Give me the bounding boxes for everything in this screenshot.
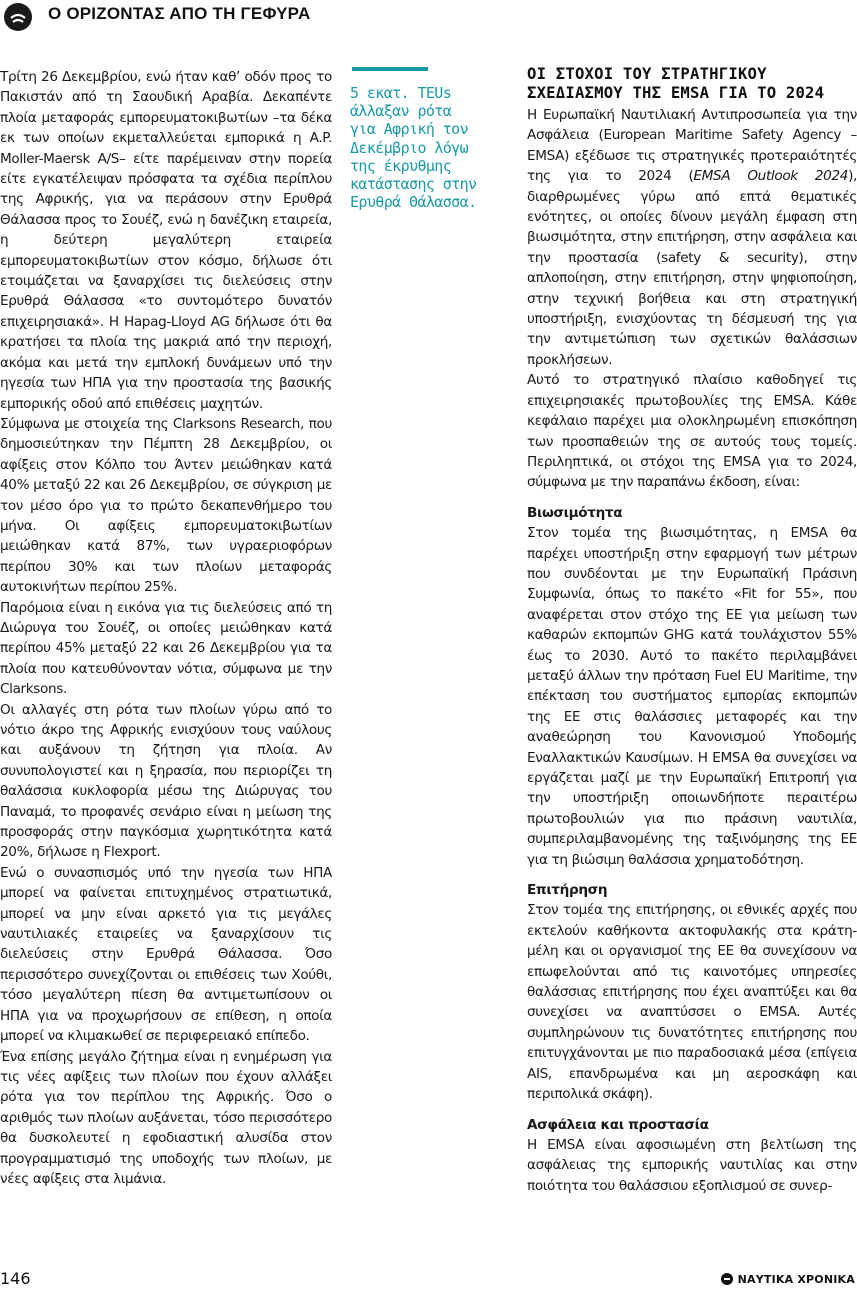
page-number: 146 [0,1269,31,1288]
paragraph: Στον τομέα της βιωσιμότητας, η EMSA θα παρέχει υποστήριξη στην εφαρμογή των μέτρων που συνδέονται με την Ευρωπαϊκή Πράσινη Συμφωνία, όπως το πακέτο «Fit for 55», που αναφέρεται στον στόχο της ΕΕ για μείωση των καθαρών εκπομπών GHG κατά τουλάχιστον 55% έως το 2030. Αυτό το πακέτο περιλαμβάνει μεταξύ άλλων την πρόταση Fuel EU Maritime, την επέκταση του συστήματος εμπορίας εκπομπών της ΕΕ στις θαλάσσιες μεταφορές και την αναθεώρηση του Κανονισμού Υποδομής Εναλλακτικών Καυσίμων. Η EMSA θα συνεχίσει να εργάζεται μαζί με την Ευρωπαϊκή Επιτροπή για την υποστήριξη οποιωνδήποτε περαιτέρω πρωτοβουλιών για πιο πράσινη ναυτιλία, συμπεριλαμβανομένης της ταξινόμησης της ΕΕ για τη βιώσιμη θαλάσσια χρηματοδότηση. [527,525,857,868]
left-column [0,67,332,1189]
paragraph: Η EMSA είναι αφοσιωμένη στη βελτίωση της ασφάλειας της εμπορικής ναυτιλίας και στην ποιότητα του θαλάσσιου εξοπλισμού σε συνερ- [527,1136,857,1194]
pullquote [350,84,508,211]
pullquote-line: άλλαξαν ρότα [350,102,452,121]
paragraph: Ένα επίσης μεγάλο ζήτημα είναι η ενημέρωση για τις νέες αφίξεις των πλοίων που έχουν αλλάξει ρότα για τον περίπλου της Αφρικής. Όσο ο αριθμός των πλοίων αυξάνεται, τόσο περισσότερο θα δυσκολευτεί η εφοδιαστική αλυσίδα στον προγραμματισμό της υποδοχής των πλοίων, με νέες αφίξεις στα λιμάνια. [0,1048,332,1187]
pullquote-line: για Αφρική τον [350,120,469,139]
paragraph: Οι αλλαγές στη ρότα των πλοίων γύρω από το νότιο άκρο της Αφρικής ενισχύουν τους ναύλους και αυξάνουν τη ζήτηση για πλοία. Αν συνυπολογιστεί και η ξηρασία, που περιορίζει τη θαλάσσια κυκλοφορία μέσω της Διώρυγας του Παναμά, το προφανές σενάριο είναι η μείωση της προσφοράς στην παγκόσμια χωρητικότητα κατά 20%, δήλωσε η Flexport. [0,701,332,861]
paragraph: Ενώ ο συνασπισμός υπό την ηγεσία των ΗΠΑ μπορεί να φαίνεται επιτυχημένος στρατιωτικά, μπορεί να μην είναι αρκετό για τις μεγάλες ναυτιλιακές εταιρείες να ξαναρχίσουν τις διελεύσεις στην Ερυθρά Θάλασσα. Όσο περισσότερο συνεχίζονται οι επιθέσεις των Χούθι, τόσο μεγαλύτερη πίεση θα αντιμετωπίσουν οι ΗΠΑ για να προχωρήσουν σε επίθεση, η οποία μπορεί να κλιμακωθεί σε περιφερειακό επίπεδο. [0,864,332,1045]
pullquote-line: 5 εκατ. TEUs [350,84,452,102]
section-title [527,65,857,103]
pullquote-accent-line [352,67,428,71]
pullquote-line: κατάστασης στην [350,175,477,194]
pullquote-line: Ερυθρά Θάλασσα. [350,193,477,212]
right-column [527,105,857,1196]
paragraph: Τρίτη 26 Δεκεμβρίου, ενώ ήταν καθ’ οδόν προς το Πακιστάν από τη Σαουδική Αραβία. Δεκαπέντε πλοία μεταφοράς εμπορευματοκιβωτίων –τα δέκα εκ των οποίων εκμεταλλεύεται εμπορικά η A.P. Moller-Maersk A/S– είτε παρέμειναν στην πορεία είτε εγκατέλειψαν πρόσφατα τα σχέδια περίπλου της Αφρικής, για να περάσουν στην Ερυθρά Θάλασσα προς το Σουέζ, ενώ η δανέζικη εταιρεία, η δεύτερη μεγαλύτερη εταιρεία εμπορευματοκιβωτίων στον κόσμο, δήλωσε ότι ετοιμάζεται να ξαναρχίσει τις διελεύσεις στην Ερυθρά Θάλασσα «το συντομότερο δυνατόν επιχειρησιακά». Η Hapag-Lloyd AG δήλωσε ότι θα κρατήσει τα πλοία της μακριά από την περιοχή, ακόμα και μετά την εμπλοκή δυνάμεων υπό την ηγεσία των ΗΠΑ για την προστασία της βασικής εμπορικής οδού από επιθέσεις μαχητών. [0,69,332,412]
intro-text-end: ), διαρθρωμένες γύρω από επτά θεματικές ενότητες, οι οποίες δίνουν μεγάλη έμφαση στη βιωσιμότητα, στην επιτήρηση, στην ασφάλεια και την προστασία (safety & security), στην απλοποίηση, στην επιτήρηση, στην ψηφιοποίηση, στην τεχνική βοήθεια και στη στρατηγική υποστήριξη, ενισχύοντας τη δέσμευσή της για την αντιμετώπιση των σχετικών θαλάσσιων προκλήσεων. [527,168,857,368]
pullquote-line: Δεκέμβριο λόγω [350,138,469,157]
intro-text: Η Ευρωπαϊκή Ναυτιλιακή Αντιπροσωπεία για την Ασφάλεια (European Maritime Safety Agency – EMSA) εξέδωσε τις στρατηγικές προτεραιότητές της για το 2024 ( [527,107,857,185]
paragraph: Σύμφωνα με στοιχεία της Clarksons Research, που δημοσιεύτηκαν την Πέμπτη 28 Δεκεμβρίου, οι αφίξεις στον Κόλπο του Άντεν μειώθηκαν κατά 40% μεταξύ 22 και 26 Δεκεμβρίου, σε σύγκριση με τον μέσο όρο για το πρώτο δεκαπενθήμερο του μήνα. Οι αφίξεις εμπορευματοκιβωτίων μειώθηκαν κατά 87%, των υγραεριοφόρων περίπου 30% και των πλοίων μεταφοράς αυτοκινήτων περίπου 25%. [0,415,332,596]
intro-paragraph [527,105,857,370]
subheading-sustainability: Βιωσιμότητα [527,504,623,521]
paragraph: Αυτό το στρατηγικό πλαίσιο καθοδηγεί τις επιχειρησιακές πρωτοβουλίες της EMSA. Κάθε κεφάλαιο παρέχει μια ολοκληρωμένη επισκόπηση των προσπαθειών της σε αυτούς τους τομείς. Περιληπτικά, οι στόχοι της EMSA για το 2024, σύμφωνα με την παραπάνω έκδοση, είναι: [527,372,857,491]
section-title-line: ΣΧΕΔΙΑΣΜΟΥ ΤΗΣ EMSA ΓΙΑ ΤΟ 2024 [527,84,825,102]
paragraph: Παρόμοια είναι η εικόνα για τις διελεύσεις από τη Διώρυγα του Σουέζ, οι οποίες μειώθηκαν κατά περίπου 45% μεταξύ 22 και 26 Δεκεμβρίου για τα πλοία που κατευθύνονταν νότια, σύμφωνα με την Clarksons. [0,599,332,698]
section-title-line: ΟΙ ΣΤΟΧΟΙ ΤΟΥ ΣΤΡΑΤΗΓΙΚΟΥ [527,65,767,83]
page-header [0,0,857,36]
ship-wheel-icon [4,3,32,31]
brand-name: ΝΑΥΤΙΚΑ ΧΡΟΝΙΚΑ [737,1273,855,1286]
subheading-safety-security: Ασφάλεια και προστασία [527,1116,709,1133]
subheading-surveillance: Επιτήρηση [527,882,608,899]
paragraph: Στον τομέα της επιτήρησης, οι εθνικές αρχές που εκτελούν καθήκοντα ακτοφυλακής στα κράτη-μέλη και οι οργανισμοί της ΕΕ θα συνεχίσουν να επωφελούνται από τις καινοτόμες υπηρεσίες θαλάσσιας επιτήρησης που έχει αναπτύξει και θα συνεχίσει να αναπτύσσει ο EMSA. Αυτές συμπληρώνουν τις δυνατότητες επιτήρησης που επιτυγχάνονται με πιο παραδοσιακά μέσα (επίγεια AIS, επανδρωμένα και μη αεροσκάφη και περιπολικά σκάφη). [527,902,857,1103]
publication-title: EMSA Outlook 2024 [693,168,849,185]
pullquote-line: της έκρυθμης [350,156,452,175]
brand-logo-icon [721,1273,733,1285]
header-title: Ο ΟΡΙΖΟΝΤΑΣ ΑΠΟ ΤΗ ΓΕΦΥΡΑ [48,4,311,23]
publication-brand [721,1273,855,1286]
